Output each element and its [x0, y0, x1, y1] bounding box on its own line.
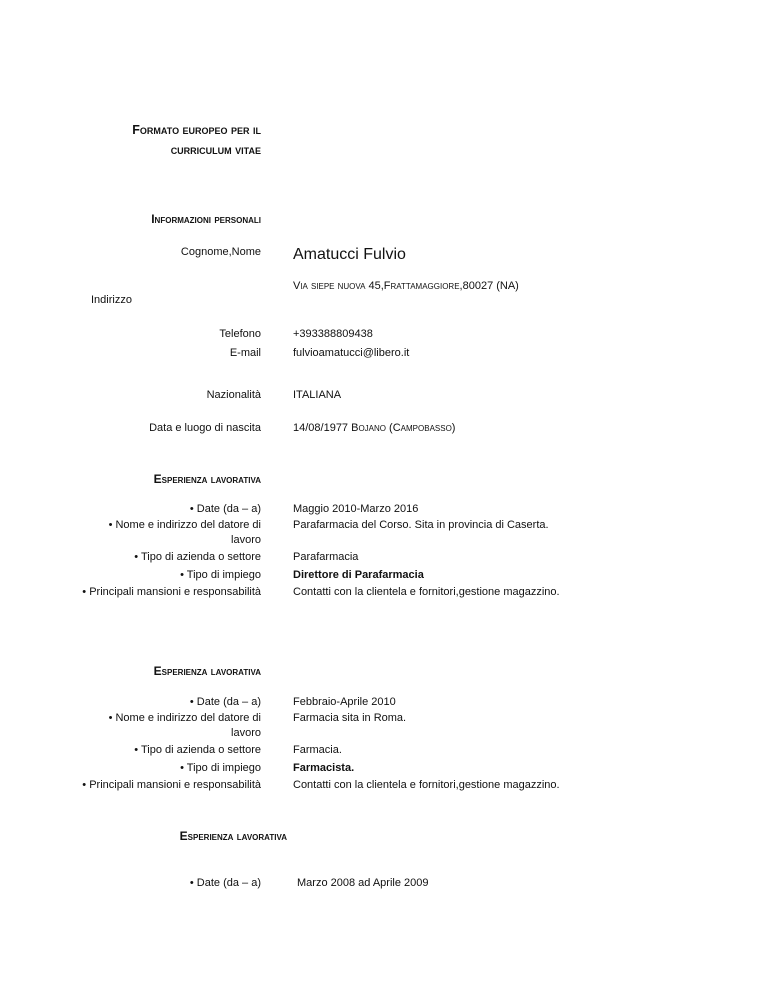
exp2-sector-label: • Tipo di azienda o settore	[134, 744, 261, 756]
title-line-2: curriculum vitae	[170, 143, 261, 157]
birth-value: 14/08/1977 Bojano (Campobasso)	[293, 422, 456, 434]
section-experience-1: Esperienza lavorativa	[153, 472, 261, 486]
nationality-value: ITALIANA	[293, 389, 342, 401]
address-label: Indirizzo	[91, 294, 132, 306]
section-personal-info: Informazioni personali	[151, 212, 261, 226]
exp2-jobtype-value: Farmacista.	[293, 762, 355, 774]
email-value: fulvioamatucci@libero.it	[293, 347, 410, 359]
exp3-date-value: Marzo 2008 ad Aprile 2009	[297, 877, 429, 889]
exp2-date-label: • Date (da – a)	[189, 696, 261, 708]
exp2-duties-value: Contatti con la clientela e fornitori,gestione magazzino.	[293, 779, 560, 791]
exp2-jobtype-label: • Tipo di impiego	[180, 762, 261, 774]
exp2-date-value: Febbraio-Aprile 2010	[293, 696, 396, 708]
exp1-sector-value: Parafarmacia	[293, 551, 359, 563]
section-experience-3: Esperienza lavorativa	[179, 829, 287, 843]
section-experience-2: Esperienza lavorativa	[153, 664, 261, 678]
exp3-date-label: • Date (da – a)	[189, 877, 261, 889]
exp1-employer-value: Parafarmacia del Corso. Sita in provincia di Caserta.	[293, 519, 549, 531]
document-title	[132, 120, 261, 160]
title-line-1: Formato europeo per il	[132, 123, 261, 137]
birth-label: Data e luogo di nascita	[149, 422, 261, 434]
exp1-sector-label: • Tipo di azienda o settore	[134, 551, 261, 563]
name-label: Cognome,Nome	[180, 246, 261, 258]
exp2-employer-value: Farmacia sita in Roma.	[293, 712, 407, 724]
phone-label: Telefono	[219, 328, 261, 340]
nationality-label: Nazionalità	[206, 389, 261, 401]
address-value: Via siepe nuova 45,Frattamaggiore,80027 (NA)	[293, 280, 519, 292]
exp2-sector-value: Farmacia.	[293, 744, 342, 756]
exp1-date-label: • Date (da – a)	[189, 503, 261, 515]
exp1-date-value: Maggio 2010-Marzo 2016	[293, 503, 419, 515]
exp1-employer-label: • Nome e indirizzo del datore di lavoro	[108, 519, 261, 546]
exp2-employer-label: • Nome e indirizzo del datore di lavoro	[108, 712, 261, 739]
name-value: Amatucci Fulvio	[293, 246, 406, 263]
exp1-jobtype-label: • Tipo di impiego	[180, 569, 261, 581]
exp1-duties-label: • Principali mansioni e responsabilità	[82, 586, 261, 598]
exp2-duties-label: • Principali mansioni e responsabilità	[82, 779, 261, 791]
phone-value: +393388809438	[293, 328, 373, 340]
email-label: E-mail	[229, 347, 261, 359]
exp1-duties-value: Contatti con la clientela e fornitori,gestione magazzino.	[293, 586, 560, 598]
exp1-jobtype-value: Direttore di Parafarmacia	[293, 569, 424, 581]
